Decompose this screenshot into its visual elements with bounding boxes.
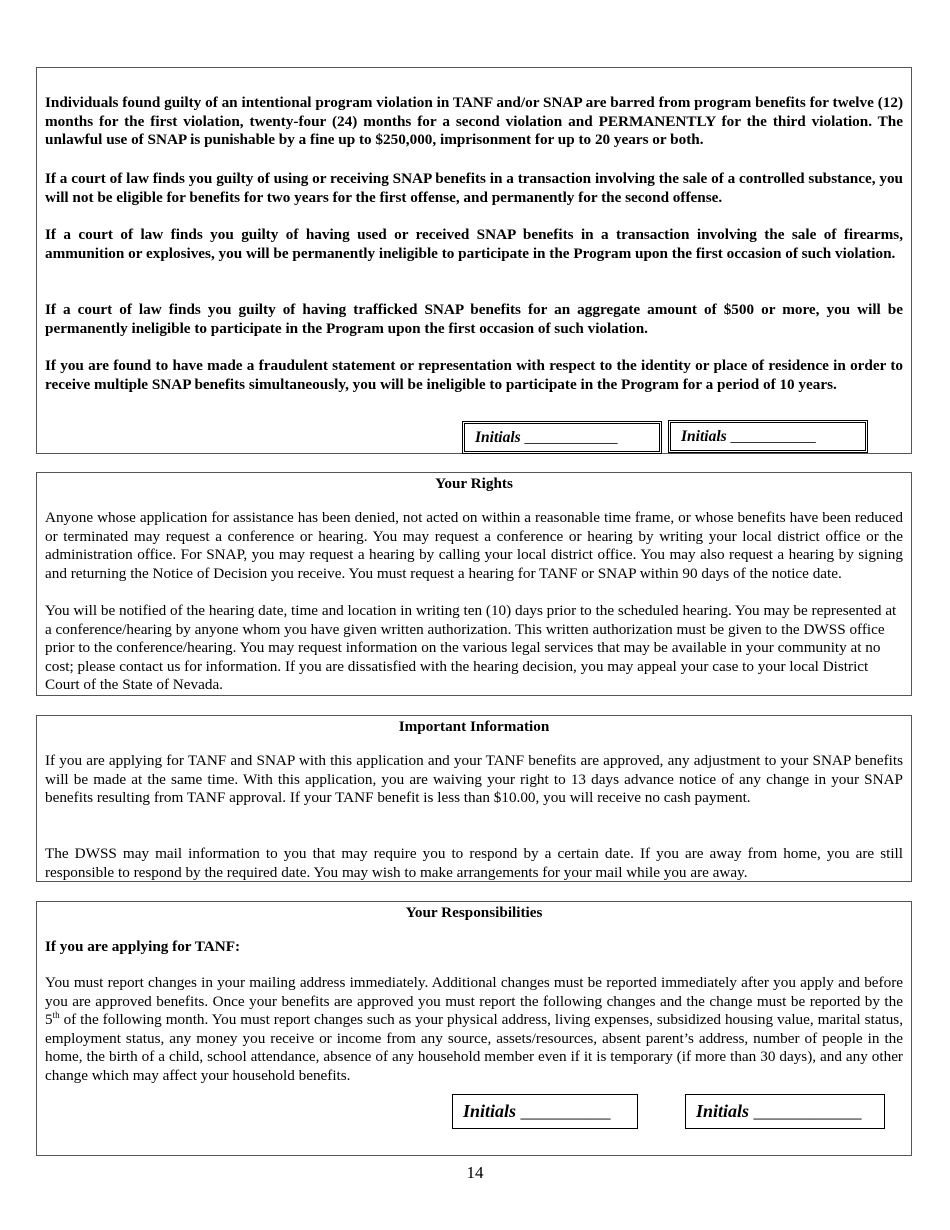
penalty-paragraph: If you are found to have made a fraudulent statement or representation with respect to the identity or place of residence in order to receive multiple SNAP benefits simultaneously, you will be ineligible to participate in the Program for a period of 10 years. [45,357,903,393]
page-number: 14 [466,1163,484,1182]
initials-label: Initials [475,429,521,446]
responsibilities-text: of the following month. You must report changes such as your physical address, living expenses, subsidized housing value, marital status, employment status, any money you receive or income from any source, assets/resources, absent parent’s address, number of people in the home, the birth of a child, school attendance, absence of any household member even if it is temporary (if more than 30 days), and any other change which may affect your household benefits. [45,1011,903,1084]
initials-line: ____________ [524,429,618,446]
initials-label: Initials [463,1101,517,1121]
rights-paragraph: Anyone whose application for assistance has been denied, not acted on within a reasonable time frame, or whose benefits have been reduced or terminated may request a conference or hearing. You may request a conference or hearing by writing your local district office or the administration office. For SNAP, you may request a hearing by calling your local district office. You may also request a hearing by signing and returning the Notice of Decision you receive. You must request a hearing for TANF or SNAP within 90 days of the notice date. [45,509,903,582]
initials-line: ____________ [753,1101,862,1121]
rights-paragraph: You will be notified of the hearing date, time and location in writing ten (10) days prior to the scheduled hearing. You may be represented at a conference/hearing by anyone whom you have given written authorization. This written authorization must be given to the DWSS office prior to the conference/hearing. You may request information on the various legal services that may be available in your community at no cost; please contact us for information. If you are dissatisfied with the hearing decision, you may appeal your case to your local District Court of the State of Nevada. [45,602,897,694]
initials-label: Initials [681,428,727,445]
initials-field-responsibilities-1[interactable] [452,1094,638,1129]
rights-heading: Your Rights [435,475,513,492]
initials-label: Initials [696,1101,750,1121]
initials-field-penalties-2[interactable] [670,422,866,451]
initials-line: __________ [520,1101,611,1121]
important-paragraph: If you are applying for TANF and SNAP with this application and your TANF benefits are approved, any adjustment to your SNAP benefits will be made at the same time. With this application, you are waiving your right to 13 days advance notice of any change in your SNAP benefits resulting from TANF approval. If your TANF benefit is less than $10.00, you will receive no cash payment. [45,752,903,807]
initials-field-responsibilities-2[interactable] [685,1094,885,1129]
important-paragraph: The DWSS may mail information to you that may require you to respond by a certain date. If you are away from home, you are still responsible to respond by the required date. You may wish to make arrangements for your mail while you are away. [45,845,903,881]
penalty-paragraph: If a court of law finds you guilty of having used or received SNAP benefits in a transaction involving the sale of firearms, ammunition or explosives, you will be permanently ineligible to participate in the Program upon the first occasion of such violation. [45,226,903,262]
ordinal-suffix: th [52,1010,60,1021]
important-heading: Important Information [398,718,550,735]
responsibilities-subheading: If you are applying for TANF: [45,938,241,955]
responsibilities-heading: Your Responsibilities [405,904,543,921]
initials-field-penalties-1[interactable] [464,423,660,452]
penalty-paragraph: If a court of law finds you guilty of using or receiving SNAP benefits in a transaction involving the sale of a controlled substance, you will not be eligible for benefits for two years for the first offense, and permanently for the second offense. [45,170,903,206]
responsibilities-text: You must report changes in your mailing address immediately. Additional changes must be reported immediately after you apply and before you are approved benefits. Once your benefits are approved you must report the following changes and the change must be reported by the 5 [45,974,903,1029]
initials-line: ___________ [730,428,816,445]
penalty-paragraph: Individuals found guilty of an intentional program violation in TANF and/or SNAP are barred from program benefits for twelve (12) months for the first violation, twenty-four (24) months for a second violation and PERMANENTLY for the third violation. The unlawful use of SNAP is punishable by a fine up to $250,000, imprisonment for up to 20 years or both. [45,94,903,149]
responsibilities-paragraph [45,974,903,1086]
penalty-paragraph: If a court of law finds you guilty of having trafficked SNAP benefits for an aggregate amount of $500 or more, you will be permanently ineligible to participate in the Program upon the first occasion of such violation. [45,301,903,337]
penalties-section [36,67,912,454]
important-information-section [36,715,912,882]
rights-section [36,472,912,696]
